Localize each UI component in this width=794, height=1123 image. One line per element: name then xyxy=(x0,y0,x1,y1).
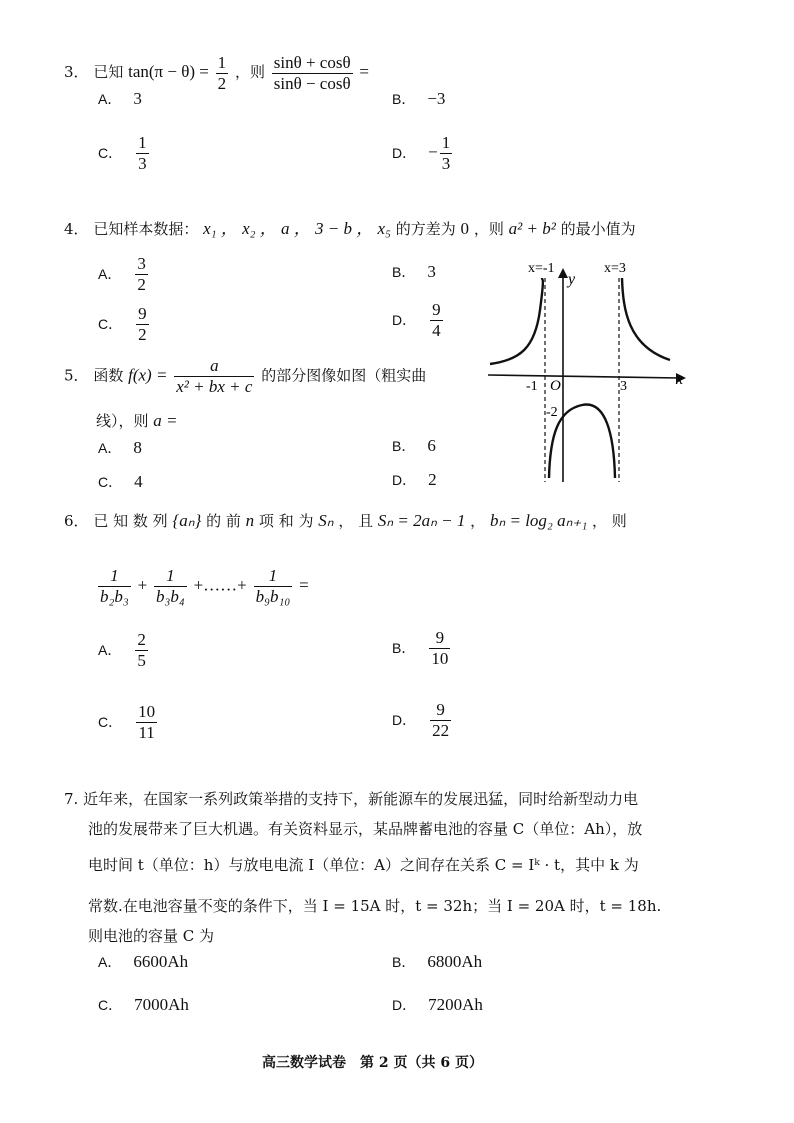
fraction xyxy=(272,53,353,94)
option-label: C． xyxy=(98,144,123,161)
option-label: D． xyxy=(392,472,417,488)
fraction-numerator: 9 xyxy=(138,304,147,323)
fraction-numerator: 10 xyxy=(138,702,156,721)
fraction-numerator: 1 xyxy=(154,566,187,587)
math-value: 0 xyxy=(460,219,470,238)
question-text: 函数 xyxy=(93,366,124,385)
fraction xyxy=(429,628,450,669)
tick-label-3: 3 xyxy=(620,379,627,394)
question-number: 7. xyxy=(64,790,79,808)
option-d[interactable] xyxy=(392,470,437,490)
option-d[interactable] xyxy=(392,300,445,341)
option-c[interactable] xyxy=(98,995,189,1015)
fraction-numerator: 1 xyxy=(98,566,131,587)
math-expression: tan(π − θ) = xyxy=(128,62,209,81)
option-a[interactable] xyxy=(98,952,188,972)
fraction-numerator: 9 xyxy=(429,628,450,649)
math-expression: Sₙ = 2aₙ − 1 xyxy=(377,511,466,530)
math-variable: n xyxy=(245,511,255,530)
math-expression: a² + b² xyxy=(508,219,556,238)
question-number: 4． xyxy=(64,220,89,238)
fraction-numerator: 3 xyxy=(137,254,146,273)
fraction xyxy=(135,630,148,671)
function-graph xyxy=(480,250,694,486)
fraction-numerator: 9 xyxy=(430,700,451,721)
question-6 xyxy=(64,510,744,531)
fraction-denominator: 10 xyxy=(431,649,449,668)
option-label: A． xyxy=(98,91,122,107)
fraction-numerator: 1 xyxy=(138,133,147,152)
question-text: 已 知 数 列 xyxy=(93,512,168,530)
option-label: D． xyxy=(392,711,417,728)
option-value: 8 xyxy=(133,438,142,457)
option-value: 6600Ah xyxy=(133,952,189,971)
option-d[interactable] xyxy=(392,995,483,1015)
question-7-line-1 xyxy=(64,788,638,809)
question-number: 3． xyxy=(64,63,89,81)
fraction-denominator: x² + bx + c xyxy=(176,377,253,396)
fraction-denominator: 2 xyxy=(138,325,147,344)
option-value: −3 xyxy=(427,89,446,108)
fraction xyxy=(98,566,131,607)
option-c[interactable] xyxy=(98,702,159,743)
option-label: D． xyxy=(392,311,417,328)
asymptote-right-label: x=3 xyxy=(604,261,626,276)
asymptote-left-label: x=-1 xyxy=(528,261,555,276)
option-a[interactable] xyxy=(98,630,150,671)
y-axis-label: y xyxy=(568,271,576,288)
option-label: A． xyxy=(98,440,122,456)
question-7-line-2: 池的发展带来了巨大机遇。有关资料显示，某品牌蓄电池的容量 C（单位：Ah），放 xyxy=(88,820,643,838)
option-b[interactable] xyxy=(392,952,482,972)
question-7-line-3: 电时间 t（单位：h）与放电电流 I（单位：A）之间存在关系 C = Iᵏ · t，其中 k 为 xyxy=(88,856,639,874)
option-label: B． xyxy=(392,438,416,454)
fraction-denominator: 22 xyxy=(432,721,450,740)
option-label: D． xyxy=(392,144,417,161)
fraction-denominator: 3 xyxy=(138,154,147,173)
fraction-numerator: 9 xyxy=(432,300,441,319)
fraction xyxy=(136,133,149,174)
fraction-denominator: 2 xyxy=(137,275,146,294)
option-label: A． xyxy=(98,954,122,970)
option-label: B． xyxy=(392,954,416,970)
question-text: ， 且 xyxy=(338,512,374,530)
fraction xyxy=(136,702,157,743)
option-label: B． xyxy=(392,264,416,280)
option-value: 7000Ah xyxy=(134,995,189,1014)
fraction xyxy=(440,133,453,174)
question-text: ，则 xyxy=(473,220,504,238)
equals-sign: = xyxy=(299,575,309,595)
option-label: C． xyxy=(98,474,123,490)
option-label: A． xyxy=(98,641,122,658)
question-text: ，则 xyxy=(234,63,265,81)
math-expression: f(x) = xyxy=(128,365,168,385)
question-text: ， 则 xyxy=(592,512,627,530)
math-variable: Sₙ xyxy=(318,511,334,530)
option-a[interactable] xyxy=(98,254,150,295)
fraction xyxy=(136,304,149,345)
question-text: 已知 xyxy=(93,63,124,81)
question-7-line-4: 常数.在电池容量不变的条件下，当 I = 15A 时，t = 32h；当 I = 20A 时，t = 18h. xyxy=(88,897,662,915)
option-c[interactable] xyxy=(98,304,151,345)
math-expression: a = xyxy=(153,411,178,430)
option-value: 7200Ah xyxy=(428,995,483,1014)
option-b[interactable] xyxy=(392,436,436,456)
question-5 xyxy=(64,356,426,397)
question-text: 的方差为 xyxy=(395,220,456,238)
fraction-denominator: b₃b₄ xyxy=(155,587,185,606)
fraction xyxy=(174,356,254,397)
option-b[interactable] xyxy=(392,262,436,282)
math-expression: x₁ ， x₂ ， a ， 3 − b ， x₅ xyxy=(203,219,391,238)
fraction-denominator: 2 xyxy=(217,73,227,93)
option-label: D． xyxy=(392,997,417,1013)
fraction-denominator: sinθ − cosθ xyxy=(273,73,351,93)
option-label: C． xyxy=(98,997,123,1013)
page-footer: 高三数学试卷 第 2 页（共 6 页） xyxy=(262,1055,483,1071)
option-value: 3 xyxy=(427,262,436,281)
tick-label-neg2: -2 xyxy=(546,405,558,420)
curve-right-branch xyxy=(622,278,670,360)
curve-left-branch xyxy=(490,278,543,364)
option-d[interactable] xyxy=(392,700,453,741)
question-number: 5． xyxy=(64,366,89,385)
fraction-denominator: b₉b₁₀ xyxy=(255,587,291,606)
option-label: A． xyxy=(98,265,122,282)
option-value: 3 xyxy=(133,89,142,108)
fraction-denominator: 11 xyxy=(138,723,155,742)
option-value: 2 xyxy=(428,470,437,489)
fraction-numerator: a xyxy=(174,356,254,377)
ellipsis: +……+ xyxy=(193,575,247,595)
fraction-denominator: b₂b₃ xyxy=(100,587,129,606)
fraction-denominator: 5 xyxy=(137,651,146,670)
curve-middle-branch xyxy=(549,405,615,478)
option-d[interactable] xyxy=(392,133,454,174)
tick-label-neg1: -1 xyxy=(526,379,538,394)
question-text: 的部分图像如图（粗实曲 xyxy=(261,366,427,385)
option-label: B． xyxy=(392,91,416,107)
fraction-numerator: 1 xyxy=(217,52,227,72)
fraction xyxy=(430,700,451,741)
question-text: 的 前 xyxy=(206,512,241,530)
plus-sign: + xyxy=(137,575,148,595)
question-6-sum xyxy=(96,566,309,607)
option-a[interactable] xyxy=(98,438,142,458)
equals-sign: = xyxy=(359,62,369,81)
fraction xyxy=(154,566,187,607)
question-number: 6． xyxy=(64,512,89,530)
fraction-numerator: 1 xyxy=(254,566,293,587)
fraction-numerator: 2 xyxy=(137,630,146,649)
question-4 xyxy=(64,214,636,239)
x-axis-label: x xyxy=(676,371,684,388)
option-b[interactable] xyxy=(392,628,452,669)
option-b[interactable] xyxy=(392,89,445,109)
question-text: 已知样本数据： xyxy=(93,220,199,238)
question-text: 项 和 为 xyxy=(258,512,314,530)
option-a[interactable] xyxy=(98,89,142,109)
option-value: 6800Ah xyxy=(427,952,483,971)
option-c[interactable] xyxy=(98,133,151,174)
x-axis xyxy=(488,375,680,378)
question-7-line-5: 则电池的容量 C 为 xyxy=(88,927,215,945)
math-expression: bₙ = log₂ aₙ₊₁ xyxy=(489,511,588,530)
math-expression: {aₙ} xyxy=(172,511,202,530)
option-label: C． xyxy=(98,315,123,332)
option-value: 4 xyxy=(134,472,143,491)
question-text: ， xyxy=(470,512,486,530)
minus-sign: − xyxy=(428,142,438,162)
option-c[interactable] xyxy=(98,472,143,492)
fraction-numerator: sinθ + cosθ xyxy=(273,52,351,72)
question-text: 近年来，在国家一系列政策举措的支持下，新能源车的发展迅猛，同时给新型动力电 xyxy=(83,790,639,808)
question-text: 线），则 xyxy=(96,412,149,430)
fraction-numerator: 1 xyxy=(441,133,451,152)
option-label: B． xyxy=(392,639,416,656)
origin-label: O xyxy=(550,378,561,394)
question-5-continued xyxy=(96,410,178,431)
fraction xyxy=(216,53,229,94)
y-axis-arrow xyxy=(558,268,568,278)
fraction xyxy=(135,254,148,295)
option-label: C． xyxy=(98,713,123,730)
fraction-denominator: 3 xyxy=(441,154,451,173)
fraction-denominator: 4 xyxy=(432,321,441,340)
question-text: 的最小值为 xyxy=(560,220,636,238)
fraction xyxy=(430,300,443,341)
option-value: 6 xyxy=(427,436,436,455)
fraction xyxy=(254,566,293,607)
